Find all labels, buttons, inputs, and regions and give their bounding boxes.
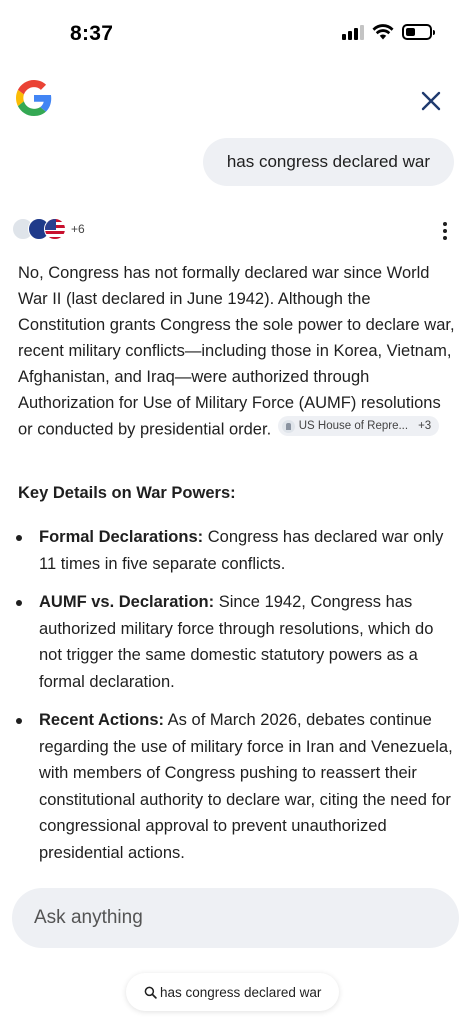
cellular-signal-icon bbox=[342, 24, 364, 40]
battery-icon bbox=[402, 24, 432, 40]
citation-label: US House of Repre... bbox=[298, 420, 409, 432]
close-button[interactable] bbox=[414, 84, 448, 118]
list-item-text: Congress has declared war only 11 times in five separate conflicts. bbox=[39, 528, 444, 573]
list-item bbox=[0, 524, 472, 577]
list-item-title: Recent Actions: bbox=[39, 711, 164, 729]
search-query-pill[interactable] bbox=[126, 973, 339, 1011]
user-query-bubble: has congress declared war bbox=[203, 138, 454, 186]
search-icon bbox=[144, 986, 157, 999]
more-vert-icon bbox=[443, 222, 447, 226]
close-icon bbox=[421, 91, 441, 111]
wifi-icon bbox=[372, 24, 394, 40]
google-logo-icon bbox=[16, 80, 52, 116]
more-options-button[interactable] bbox=[438, 221, 452, 241]
status-icons bbox=[342, 24, 432, 40]
key-details-list bbox=[0, 524, 472, 878]
list-item bbox=[0, 589, 472, 695]
citation-count: +3 bbox=[418, 420, 432, 432]
list-item-title: AUMF vs. Declaration: bbox=[39, 593, 215, 611]
section-heading: Key Details on War Powers: bbox=[18, 484, 236, 502]
house-gov-favicon-icon bbox=[282, 420, 295, 433]
status-bar bbox=[0, 0, 472, 64]
status-time: 8:37 bbox=[70, 22, 114, 45]
sources-count: +6 bbox=[71, 222, 85, 236]
sources-row[interactable] bbox=[12, 218, 85, 240]
list-item-title: Formal Declarations: bbox=[39, 528, 204, 546]
query-pill-text: has congress declared war bbox=[160, 984, 322, 1000]
ask-anything-input[interactable] bbox=[12, 888, 459, 948]
answer-text: No, Congress has not formally declared war since World War II (last declared in June 1942). Although the Constitution grants Congress the sole power to declare war, recent military conflicts—including those in Korea, Vietnam, Afghanistan, and Iraq—were authorized through Authorization for Use of Military Force (AUMF) resolutions or conducted by presidential order. bbox=[18, 264, 455, 439]
answer-paragraph bbox=[18, 260, 456, 443]
citation-chip[interactable] bbox=[278, 416, 439, 436]
ask-placeholder: Ask anything bbox=[34, 907, 143, 928]
list-item bbox=[0, 707, 472, 866]
us-flag-favicon-icon bbox=[44, 218, 66, 240]
list-item-text: Since 1942, Congress has authorized military force through resolutions, which do not trigger the same domestic statutory powers as a formal declaration. bbox=[39, 593, 434, 691]
list-item-text: As of March 2026, debates continue regarding the use of military force in Iran and Venezuela, with members of Congress pushing to reassert their constitutional authority to declare war, citing the need for congressional approval to prevent unauthorized presidential actions. bbox=[39, 711, 453, 862]
